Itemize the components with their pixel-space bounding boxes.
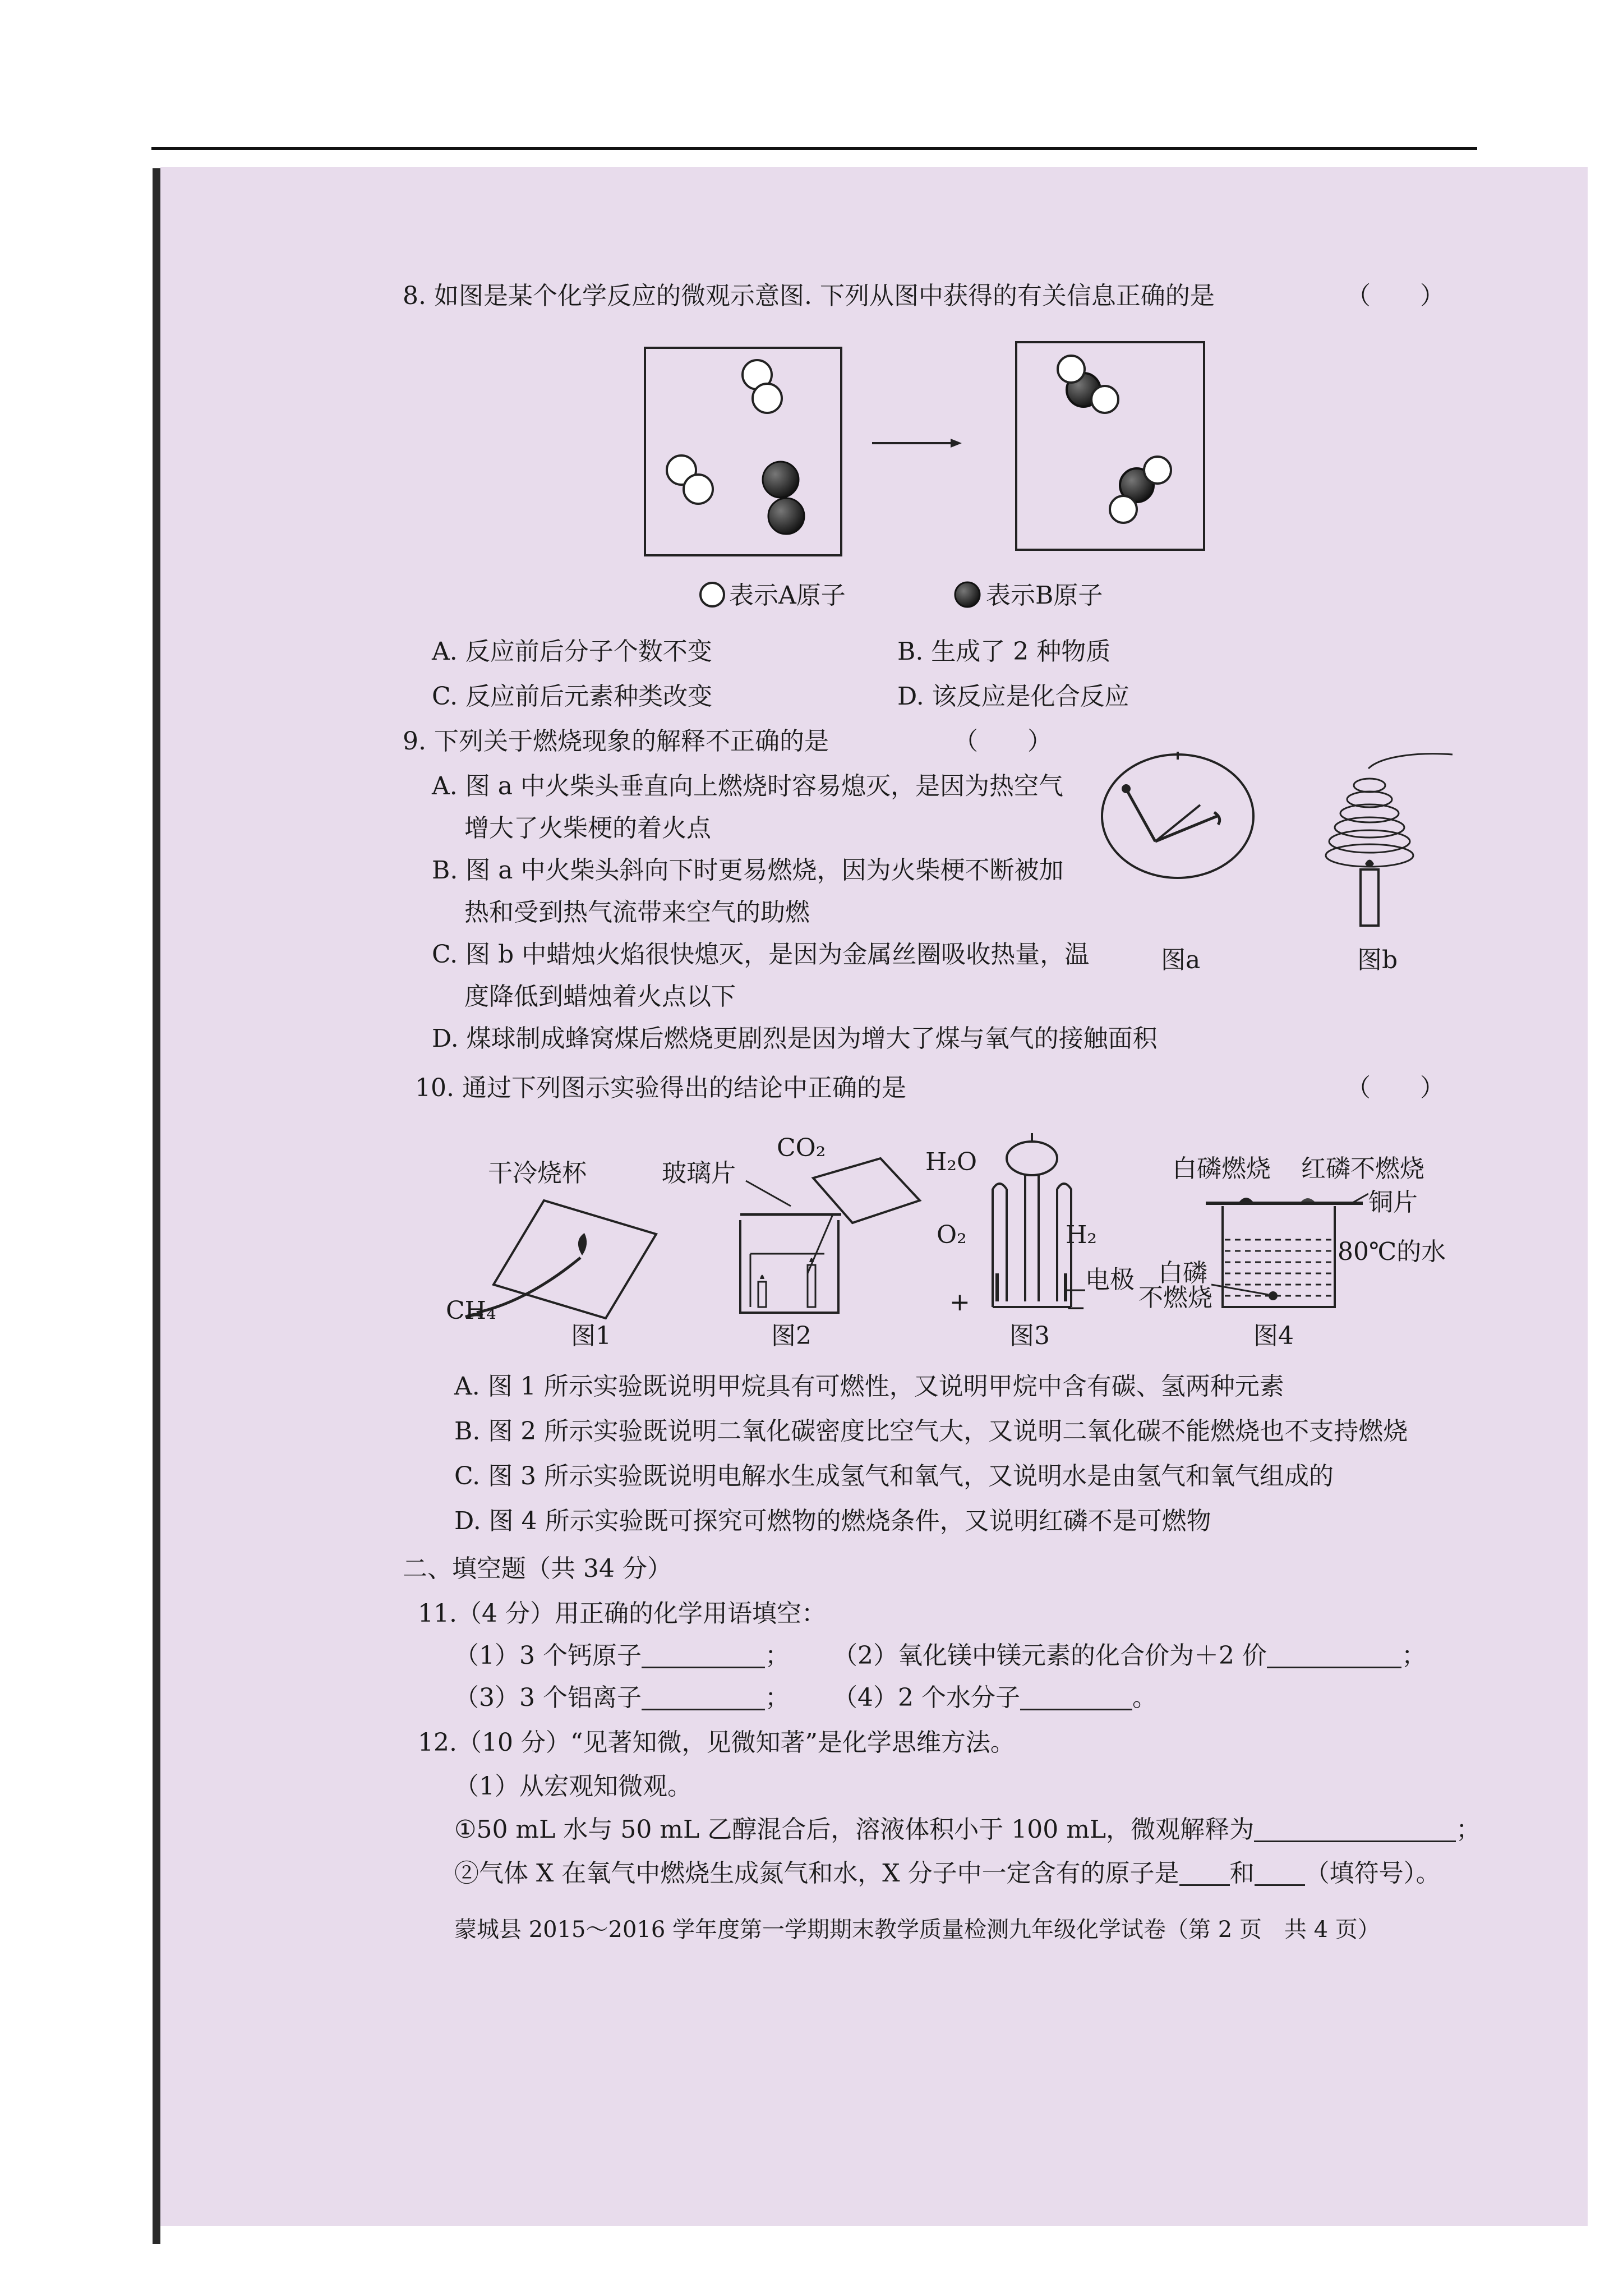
legend-a-label: 表示A原子 bbox=[729, 581, 846, 610]
fig3-plus-sign: + bbox=[949, 1288, 970, 1317]
a2-molecule-2 bbox=[667, 455, 713, 504]
fig4-white-burn-label: 白磷燃烧 bbox=[1172, 1154, 1271, 1183]
q8-answer-bracket: （ ） bbox=[1346, 282, 1445, 310]
q11-blank-1[interactable] bbox=[642, 1644, 765, 1668]
fig3-electrode-label: 电极 bbox=[1085, 1266, 1135, 1294]
fig3-water-label: H₂O bbox=[925, 1148, 978, 1176]
fig3-o2-label: O₂ bbox=[937, 1221, 967, 1249]
fig2-apparatus bbox=[723, 1144, 925, 1318]
q9-option-c-line2: 度降低到蜡烛着火点以下 bbox=[464, 982, 736, 1011]
q10-option-c: C. 图 3 所示实验既说明电解水生成氢气和氧气，又说明水是由氢气和氧气组成的 bbox=[454, 1462, 1334, 1490]
fig4-water-label: 80℃的水 bbox=[1338, 1237, 1446, 1266]
fig-b-candle bbox=[1361, 860, 1378, 926]
fig-b-coil bbox=[1326, 754, 1453, 867]
section-2-title: 二、填空题（共 34 分） bbox=[403, 1554, 672, 1583]
q8-reaction-diagram bbox=[639, 337, 1223, 561]
q11-part4: （4）2 个水分子 。 bbox=[833, 1683, 1157, 1712]
q9-answer-bracket: （ ） bbox=[953, 727, 1052, 756]
fig3-minus-sign: − bbox=[1066, 1294, 1086, 1322]
fig4-caption: 图4 bbox=[1253, 1322, 1294, 1350]
fig-a-match-vertical bbox=[1127, 791, 1155, 841]
a2-molecule-1 bbox=[743, 360, 782, 413]
fig-a-match-tilted bbox=[1155, 805, 1200, 841]
fig-b-caption: 图b bbox=[1357, 946, 1398, 974]
q11-stem: 11.（4 分）用正确的化学用语填空： bbox=[418, 1599, 826, 1628]
ab2-molecule-2 bbox=[1110, 457, 1171, 523]
q8-option-d: D. 该反应是化合反应 bbox=[897, 682, 1129, 711]
page-footer: 蒙城县 2015～2016 学年度第一学期期末教学质量检测九年级化学试卷（第 2 页 共 4 页） bbox=[454, 1917, 1380, 1943]
q9-option-b-line1: B. 图 a 中火柴头斜向下时更易燃烧，因为火柴梗不断被加 bbox=[432, 856, 1064, 885]
q10-option-a: A. 图 1 所示实验既说明甲烷具有可燃性，又说明甲烷中含有碳、氢两种元素 bbox=[454, 1372, 1284, 1401]
fig1-gas-label: CH₄ bbox=[446, 1296, 496, 1325]
q11-part3: （3）3 个铝离子 ； bbox=[454, 1683, 790, 1712]
q8-option-c: C. 反应前后元素种类改变 bbox=[432, 682, 713, 711]
fig2-gas-label: CO₂ bbox=[777, 1134, 826, 1162]
q11-blank-2[interactable] bbox=[1267, 1644, 1401, 1668]
q9-figures bbox=[1099, 752, 1458, 937]
q8-stem: 8. 如图是某个化学反应的微观示意图. 下列从图中获得的有关信息正确的是 bbox=[403, 282, 1215, 310]
fig2-caption: 图2 bbox=[771, 1322, 811, 1350]
q10-answer-bracket: （ ） bbox=[1346, 1074, 1445, 1102]
q9-option-d: D. 煤球制成蜂窝煤后燃烧更剧烈是因为增大了煤与氧气的接触面积 bbox=[432, 1024, 1158, 1053]
fig4-red-noburn-label: 红磷不燃烧 bbox=[1301, 1154, 1424, 1183]
header-rule bbox=[151, 147, 1477, 150]
fig4-noburn-label: 不燃烧 bbox=[1138, 1283, 1212, 1312]
fig4-copper-label: 铜片 bbox=[1368, 1188, 1418, 1217]
q9-stem: 9. 下列关于燃烧现象的解释不正确的是 bbox=[403, 727, 829, 756]
q12-item2: ②气体 X 在氧气中燃烧生成氮气和水，X 分子中一定含有的原子是 和 （填符号）。 bbox=[454, 1859, 1441, 1888]
fig3-caption: 图3 bbox=[1009, 1322, 1050, 1350]
q9-option-b-line2: 热和受到热气流带来空气的助燃 bbox=[464, 898, 810, 927]
q11-part2: （2）氧化镁中镁元素的化合价为＋2 价 ； bbox=[833, 1641, 1426, 1670]
q12-stem: 12.（10 分）“见著知微，见微知著”是化学思维方法。 bbox=[418, 1728, 1015, 1757]
q10-option-d: D. 图 4 所示实验既可探究可燃物的燃烧条件，又说明红磷不是可燃物 bbox=[454, 1507, 1211, 1535]
legend-b-label: 表示B原子 bbox=[986, 581, 1103, 610]
fig-a-oval bbox=[1102, 754, 1253, 878]
q9-option-a-line2: 增大了火柴梗的着火点 bbox=[464, 814, 711, 843]
ab2-molecule-1 bbox=[1058, 356, 1118, 413]
fig-a-caption: 图a bbox=[1161, 946, 1201, 974]
fig3-h2-label: H₂ bbox=[1066, 1221, 1098, 1249]
q11-part1: （1）3 个钙原子 ； bbox=[454, 1641, 790, 1670]
fig4-beaker-apparatus bbox=[1206, 1172, 1368, 1318]
after-box bbox=[1016, 342, 1204, 550]
fig1-beaker-label: 干冷烧杯 bbox=[488, 1159, 587, 1188]
q10-option-b: B. 图 2 所示实验既说明二氧化碳密度比空气大，又说明二氧化碳不能燃烧也不支持燃烧 bbox=[454, 1417, 1408, 1446]
q12-blank-2[interactable] bbox=[1179, 1862, 1230, 1886]
scan-edge bbox=[153, 168, 160, 2244]
q12-blank-1[interactable] bbox=[1254, 1818, 1456, 1842]
fig2-plate-label: 玻璃片 bbox=[662, 1159, 736, 1188]
q8-option-a: A. 反应前后分子个数不变 bbox=[432, 637, 712, 666]
legend-b-atom-icon bbox=[953, 581, 981, 609]
q12-item1: ①50 mL 水与 50 mL 乙醇混合后，溶液体积小于 100 mL，微观解释为 ； bbox=[454, 1815, 1481, 1844]
q11-blank-3[interactable] bbox=[642, 1686, 765, 1710]
q9-option-a-line1: A. 图 a 中火柴头垂直向上燃烧时容易熄灭，是因为热空气 bbox=[432, 772, 1063, 800]
q8-option-b: B. 生成了 2 种物质 bbox=[897, 637, 1111, 666]
q9-option-c-line1: C. 图 b 中蜡烛火焰很快熄灭，是因为金属丝圈吸收热量，温 bbox=[432, 940, 1090, 969]
fig1-caption: 图1 bbox=[571, 1322, 611, 1350]
legend-a-atom-icon bbox=[698, 581, 726, 609]
fig4-white-p-label: 白磷 bbox=[1158, 1259, 1207, 1287]
q12-blank-3[interactable] bbox=[1255, 1862, 1305, 1886]
q12-sub1: （1）从宏观知微观。 bbox=[454, 1772, 692, 1801]
q11-blank-4[interactable] bbox=[1020, 1686, 1132, 1710]
q10-stem: 10. 通过下列图示实验得出的结论中正确的是 bbox=[415, 1074, 906, 1102]
b2-molecule bbox=[763, 462, 804, 534]
